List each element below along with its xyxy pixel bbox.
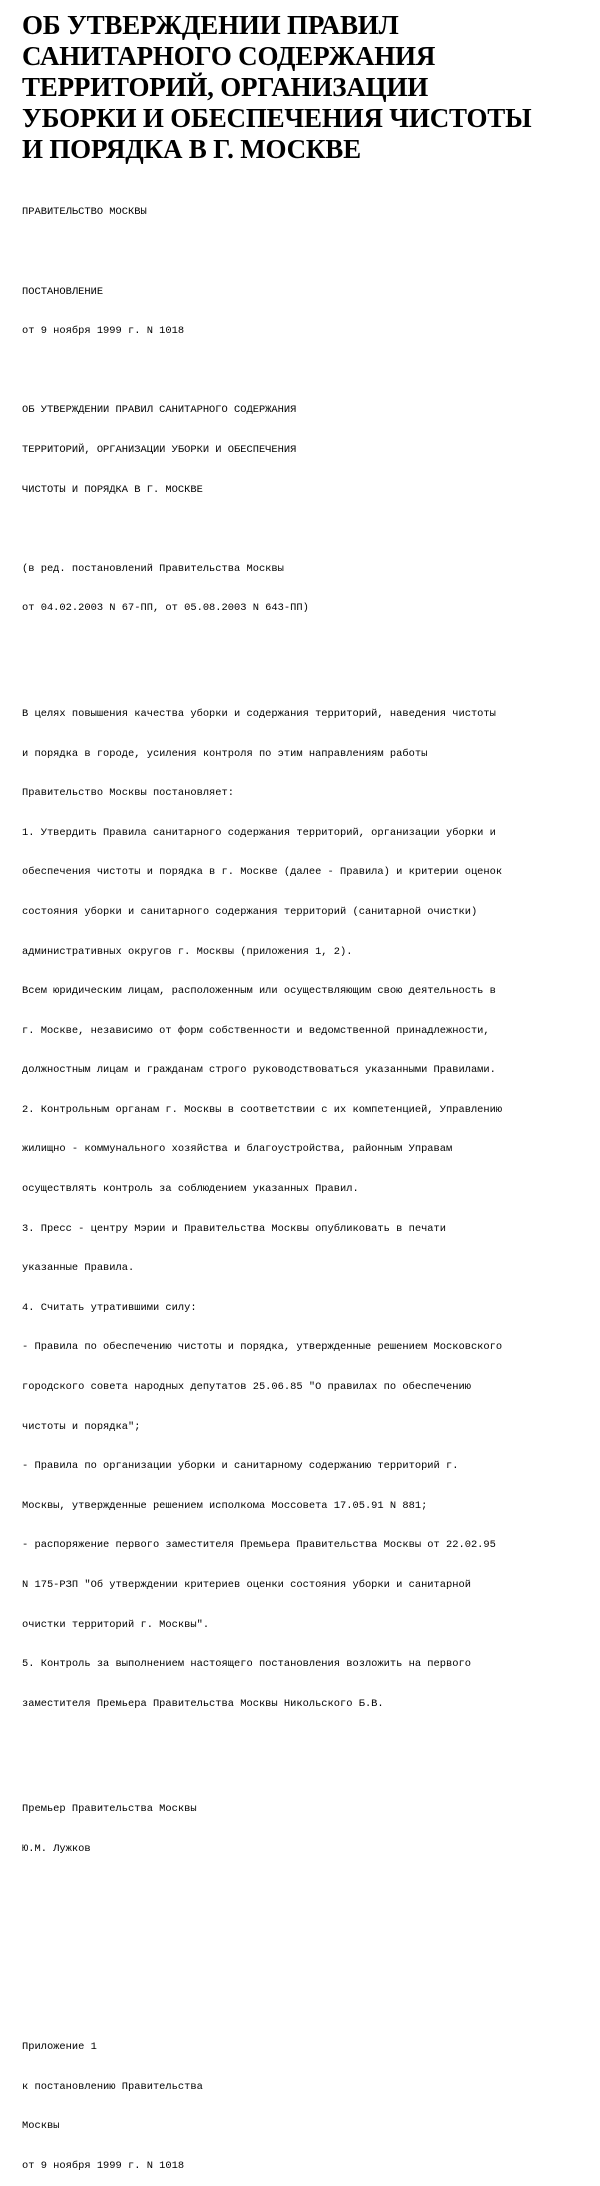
title-line: САНИТАРНОГО СОДЕРЖАНИЯ <box>22 41 436 71</box>
text-line: Москвы, утвержденные решением исполкома Моссовета 17.05.91 N 881; <box>22 1499 428 1512</box>
text-line: административных округов г. Москвы (приложения 1, 2). <box>22 945 353 958</box>
text-line: обеспечения чистоты и порядка в г. Москве (далее - Правила) и критерии оценок <box>22 866 503 879</box>
revision-line: от 04.02.2003 N 67-ПП, от 05.08.2003 N 643-ПП) <box>22 602 309 615</box>
text-line: N 175-РЗП "Об утверждении критериев оценки состояния уборки и санитарной <box>22 1579 471 1591</box>
text-line: 1. Утвердить Правила санитарного содержания территорий, организации уборки и <box>22 826 496 839</box>
text-line: должностным лицам и гражданам строго руководствоваться указанными Правилами. <box>22 1064 496 1077</box>
doc-date-number: от 9 ноября 1999 г. N 1018 <box>22 325 185 338</box>
title-line: ОБ УТВЕРЖДЕНИИ ПРАВИЛ <box>22 10 399 40</box>
doc-type: ПОСТАНОВЛЕНИЕ <box>22 285 104 298</box>
signature-title: Премьер Правительства Москвы <box>22 1803 197 1816</box>
text-line: состояния уборки и санитарного содержания территорий (санитарной очистки) <box>22 905 478 918</box>
text-line: 5. Контроль за выполнением настоящего постановления возложить на первого <box>22 1658 471 1671</box>
text-line: Правительство Москвы постановляет: <box>22 787 235 800</box>
text-line: - Правила по обеспечению чистоты и порядка, утвержденные решением Московского <box>22 1341 503 1354</box>
heading-line: ТЕРРИТОРИЙ, ОРГАНИЗАЦИИ УБОРКИ И ОБЕСПЕЧЕНИЯ <box>22 443 297 456</box>
appendix-line: Москвы <box>22 2120 60 2133</box>
document-body <box>22 180 597 2186</box>
text-line: очистки территорий г. Москвы". <box>22 1618 210 1631</box>
text-line: 3. Пресс - центру Мэрии и Правительства Москвы опубликовать в печати <box>22 1222 447 1235</box>
text-line: 4. Считать утратившими силу: <box>22 1301 197 1314</box>
text-line: жилищно - коммунального хозяйства и благоустройства, районным Управам <box>22 1143 453 1156</box>
issuer: ПРАВИТЕЛЬСТВО МОСКВЫ <box>22 206 147 219</box>
text-line: Всем юридическим лицам, расположенным или осуществляющим свою деятельность в <box>22 985 496 998</box>
text-line: чистоты и порядка"; <box>22 1420 141 1433</box>
main-text <box>22 682 597 1738</box>
text-line: - Правила по организации уборки и санитарному содержанию территорий г. <box>22 1460 459 1473</box>
appendix-line: к постановлению Правительства <box>22 2080 203 2093</box>
text-line: г. Москве, независимо от форм собственности и ведомственной принадлежности, <box>22 1024 490 1037</box>
text-line: 2. Контрольным органам г. Москвы в соответствии с их компетенцией, Управлению <box>22 1103 503 1116</box>
document-title <box>22 10 592 165</box>
appendix-line: Приложение 1 <box>22 2040 97 2053</box>
text-line: В целях повышения качества уборки и содержания территорий, наведения чистоты <box>22 707 496 720</box>
text-line: - распоряжение первого заместителя Премьера Правительства Москвы от 22.02.95 <box>22 1539 496 1552</box>
title-line: УБОРКИ И ОБЕСПЕЧЕНИЯ ЧИСТОТЫ <box>22 103 532 133</box>
text-line: и порядка в городе, усиления контроля по этим направлениям работы <box>22 747 428 760</box>
text-line: осуществлять контроль за соблюдением указанных Правил. <box>22 1183 359 1196</box>
signature-name: Ю.М. Лужков <box>22 1842 91 1855</box>
heading-line: ЧИСТОТЫ И ПОРЯДКА В Г. МОСКВЕ <box>22 483 203 496</box>
heading-line: ОБ УТВЕРЖДЕНИИ ПРАВИЛ САНИТАРНОГО СОДЕРЖАНИЯ <box>22 404 297 417</box>
text-line: заместителя Премьера Правительства Москвы Никольского Б.В. <box>22 1697 384 1710</box>
title-line: ТЕРРИТОРИЙ, ОРГАНИЗАЦИИ <box>22 72 429 102</box>
text-line: городского совета народных депутатов 25.06.85 "О правилах по обеспечению <box>22 1381 471 1394</box>
text-line: указанные Правила. <box>22 1262 135 1275</box>
title-line: И ПОРЯДКА В Г. МОСКВЕ <box>22 134 361 164</box>
revision-line: (в ред. постановлений Правительства Москвы <box>22 562 284 575</box>
appendix-line: от 9 ноября 1999 г. N 1018 <box>22 2159 185 2172</box>
